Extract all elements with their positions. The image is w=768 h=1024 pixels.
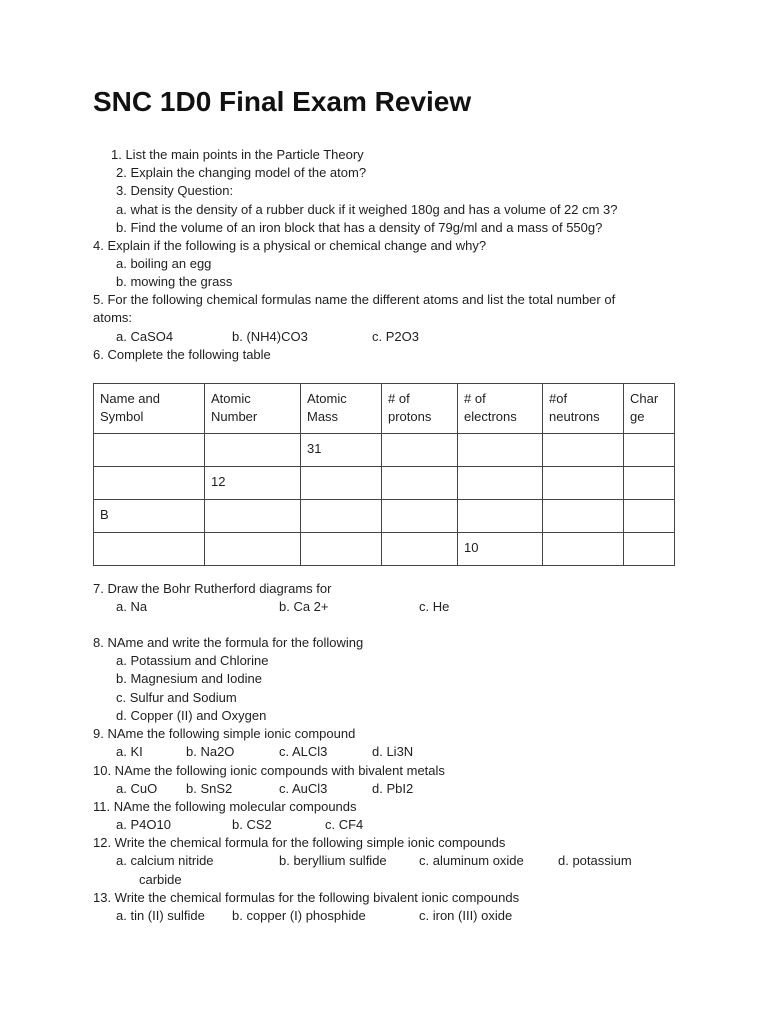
table-row <box>94 500 675 533</box>
table-cell[interactable] <box>301 467 382 500</box>
header-charge: Char ge <box>624 384 675 434</box>
header-atomic-mass: Atomic Mass <box>301 384 382 434</box>
question-12d: d. potassium <box>558 853 632 868</box>
question-10d: d. PbI2 <box>372 781 414 796</box>
question-8: 8. NAme and write the formula for the following <box>93 635 364 650</box>
table-cell[interactable] <box>382 467 458 500</box>
question-13a: a. tin (II) sulfide <box>116 908 205 923</box>
question-4: 4. Explain if the following is a physical or chemical change and why? <box>93 238 487 253</box>
table-row <box>94 434 675 467</box>
table-cell[interactable] <box>543 434 624 467</box>
question-5-cont: atoms: <box>93 310 133 325</box>
table-cell[interactable] <box>624 533 675 566</box>
table-header-row <box>94 384 675 434</box>
question-3b: b. Find the volume of an iron block that has a density of 79g/ml and a mass of 550g? <box>116 220 603 235</box>
atom-table <box>93 383 675 566</box>
table-cell[interactable]: 31 <box>301 434 382 467</box>
question-3: 3. Density Question: <box>116 183 234 198</box>
table-cell[interactable] <box>301 500 382 533</box>
question-1: 1. List the main points in the Particle Theory <box>111 147 364 162</box>
header-atomic-number: Atomic Number <box>205 384 301 434</box>
question-5a: a. CaSO4 <box>116 329 174 344</box>
table-cell[interactable] <box>94 467 205 500</box>
question-9b: b. Na2O <box>186 744 235 759</box>
page-title: SNC 1D0 Final Exam Review <box>93 86 472 117</box>
table-cell[interactable]: B <box>94 500 205 533</box>
question-7c: c. He <box>419 599 450 614</box>
question-7: 7. Draw the Bohr Rutherford diagrams for <box>93 581 332 596</box>
table-cell[interactable] <box>382 434 458 467</box>
question-11b: b. CS2 <box>232 817 272 832</box>
table-cell[interactable] <box>94 434 205 467</box>
question-9: 9. NAme the following simple ionic compound <box>93 726 356 741</box>
table-cell[interactable] <box>301 533 382 566</box>
question-8c: c. Sulfur and Sodium <box>116 690 237 705</box>
question-11: 11. NAme the following molecular compounds <box>93 799 357 814</box>
header-neutrons: #of neutrons <box>543 384 624 434</box>
question-13c: c. iron (III) oxide <box>419 908 513 923</box>
question-10c: c. AuCl3 <box>279 781 328 796</box>
table-cell[interactable] <box>624 500 675 533</box>
question-13: 13. Write the chemical formulas for the following bivalent ionic compounds <box>93 890 520 905</box>
question-8a: a. Potassium and Chlorine <box>116 653 269 668</box>
table-cell[interactable] <box>624 434 675 467</box>
table-cell[interactable] <box>382 500 458 533</box>
question-9c: c. ALCl3 <box>279 744 328 759</box>
header-protons: # of protons <box>382 384 458 434</box>
question-5: 5. For the following chemical formulas name the different atoms and list the total number of <box>93 292 616 307</box>
header-electrons: # of electrons <box>458 384 543 434</box>
question-5c: c. P2O3 <box>372 329 419 344</box>
question-3a: a. what is the density of a rubber duck if it weighed 180g and has a volume of 22 cm 3? <box>116 202 618 217</box>
table-cell[interactable] <box>458 434 543 467</box>
question-12: 12. Write the chemical formula for the following simple ionic compounds <box>93 835 506 850</box>
table-cell[interactable]: 10 <box>458 533 543 566</box>
table-cell[interactable] <box>458 467 543 500</box>
question-2: 2. Explain the changing model of the atom? <box>116 165 367 180</box>
question-7a: a. Na <box>116 599 148 614</box>
table-row <box>94 467 675 500</box>
question-4b: b. mowing the grass <box>116 274 233 289</box>
question-10: 10. NAme the following ionic compounds with bivalent metals <box>93 763 445 778</box>
table-cell[interactable] <box>543 500 624 533</box>
table-cell[interactable] <box>543 533 624 566</box>
header-name-symbol: Name and Symbol <box>94 384 205 434</box>
question-10a: a. CuO <box>116 781 158 796</box>
table-row <box>94 533 675 566</box>
table-cell[interactable] <box>458 500 543 533</box>
table-cell[interactable] <box>624 467 675 500</box>
table-cell[interactable] <box>94 533 205 566</box>
question-12a: a. calcium nitride <box>116 853 214 868</box>
question-11a: a. P4O10 <box>116 817 171 832</box>
table-cell[interactable]: 12 <box>205 467 301 500</box>
question-10b: b. SnS2 <box>186 781 233 796</box>
question-8b: b. Magnesium and Iodine <box>116 671 262 686</box>
question-12d-cont: carbide <box>139 872 182 887</box>
question-9d: d. Li3N <box>372 744 414 759</box>
question-6: 6. Complete the following table <box>93 347 271 362</box>
question-11c: c. CF4 <box>325 817 364 832</box>
question-8d: d. Copper (II) and Oxygen <box>116 708 267 723</box>
table-cell[interactable] <box>205 533 301 566</box>
question-12b: b. beryllium sulfide <box>279 853 387 868</box>
table-cell[interactable] <box>205 500 301 533</box>
question-13b: b. copper (I) phosphide <box>232 908 366 923</box>
table-cell[interactable] <box>382 533 458 566</box>
question-4a: a. boiling an egg <box>116 256 212 271</box>
question-7b: b. Ca 2+ <box>279 599 329 614</box>
table-cell[interactable] <box>205 434 301 467</box>
question-9a: a. KI <box>116 744 143 759</box>
question-5b: b. (NH4)CO3 <box>232 329 308 344</box>
question-12c: c. aluminum oxide <box>419 853 524 868</box>
table-cell[interactable] <box>543 467 624 500</box>
